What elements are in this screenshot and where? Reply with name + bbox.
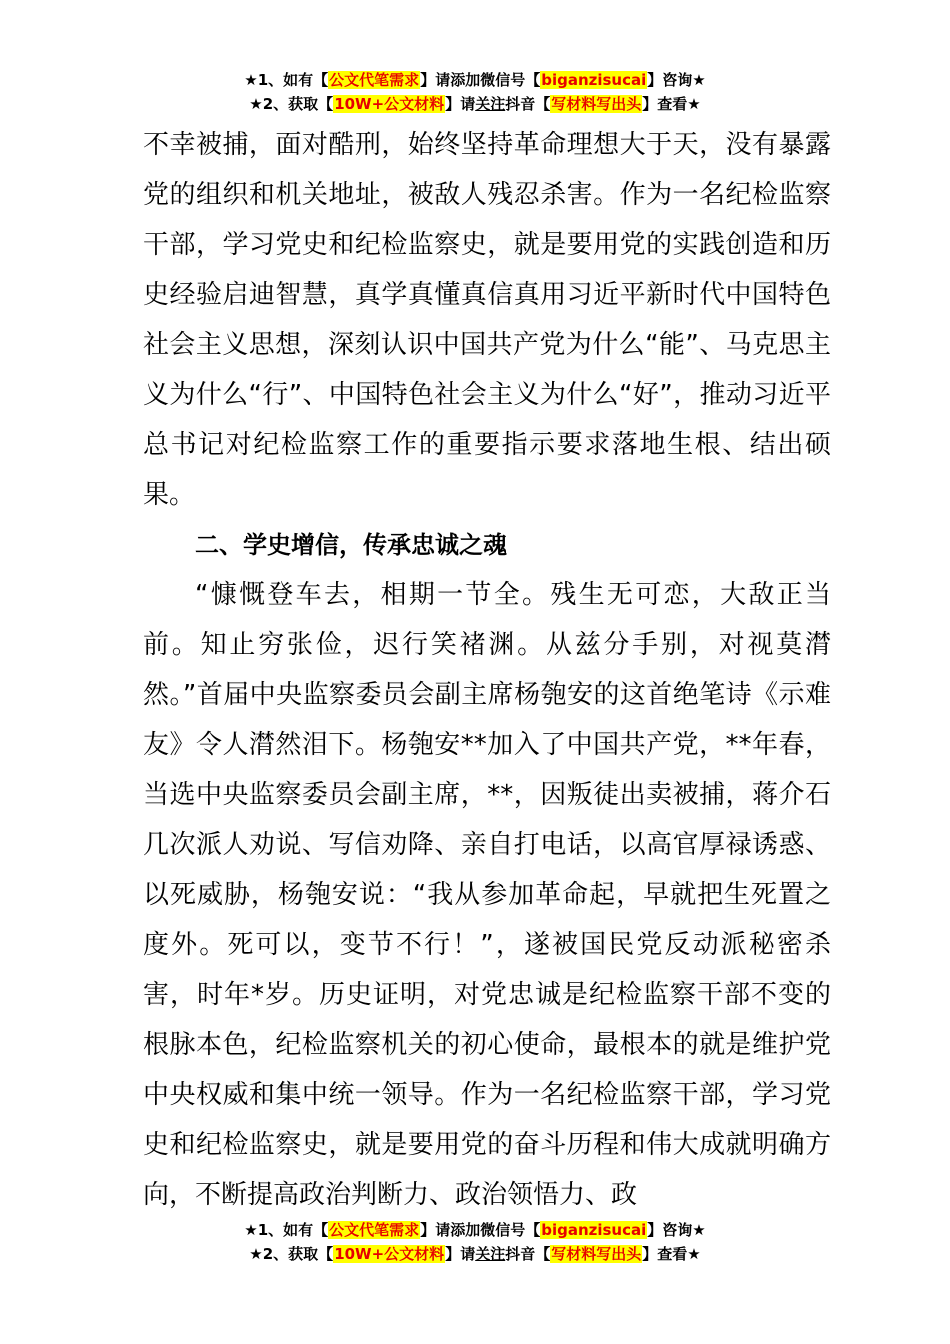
- promo-text: 】查看★: [642, 95, 701, 113]
- document-body: [143, 120, 831, 1220]
- promo-highlight: 写材料写出头: [551, 95, 642, 113]
- promo-text: 抖音【: [505, 95, 551, 113]
- promo-text: 】请: [445, 1245, 476, 1263]
- promo-text: ★2、获取【: [249, 1245, 334, 1263]
- promo-highlight: 公文代笔需求: [329, 71, 420, 89]
- promo-line-1: [0, 1218, 950, 1242]
- promo-text: 抖音【: [505, 1245, 551, 1263]
- wechat-id-highlight: biganzisucai: [541, 71, 647, 89]
- promo-text: 】咨询★: [647, 1221, 706, 1239]
- wechat-id-highlight: biganzisucai: [541, 1221, 647, 1239]
- promo-text: 】查看★: [642, 1245, 701, 1263]
- promo-line-1: [0, 68, 950, 92]
- section-heading: 二、学史增信，传承忠诚之魂: [195, 531, 507, 559]
- promo-line-2: [0, 92, 950, 116]
- promo-underlined-text: 关注: [475, 1245, 506, 1263]
- promo-text: ★2、获取【: [249, 95, 334, 113]
- promo-underlined-text: 关注: [475, 95, 506, 113]
- promo-highlight: 公文代笔需求: [329, 1221, 420, 1239]
- promo-text: 】请: [445, 95, 476, 113]
- promo-text: ★1、如有【: [244, 1221, 329, 1239]
- paragraph: “慷慨登车去，相期一节全。残生无可恋，大敌正当前。知止穷张俭，迟行笑褚渊。从兹分手别，对视莫潸然。”首届中央监察委员会副主席杨匏安的这首绝笔诗《示难友》令人潸然泪下。杨匏安**加入了中国共产党，**年春，当选中央监察委员会副主席，**，因叛徒出卖被捕，蒋介石几次派人劝说、写信劝降、亲自打电话，以高官厚禄诱惑、以死威胁，杨匏安说：“我从参加革命起，早就把生死置之度外。死可以，变节不行！”，遂被国民党反动派秘密杀害，时年*岁。历史证明，对党忠诚是纪检监察干部不变的根脉本色，纪检监察机关的初心使命，最根本的就是维护党中央权威和集中统一领导。作为一名纪检监察干部，学习党史和纪检监察史，就是要用党的奋斗历程和伟大成就明确方向，不断提高政治判断力、政治领悟力、政: [143, 580, 831, 1210]
- promo-text: 】咨询★: [647, 71, 706, 89]
- footer-promo-banner: [0, 1218, 950, 1266]
- promo-highlight: 10W+公文材料: [334, 1245, 445, 1263]
- promo-line-2: [0, 1242, 950, 1266]
- promo-text: 】请添加微信号【: [420, 71, 541, 89]
- header-promo-banner: [0, 68, 950, 116]
- promo-highlight: 10W+公文材料: [334, 95, 445, 113]
- promo-highlight: 写材料写出头: [551, 1245, 642, 1263]
- promo-text: ★1、如有【: [244, 71, 329, 89]
- paragraph: 不幸被捕，面对酷刑，始终坚持革命理想大于天，没有暴露党的组织和机关地址，被敌人残忍杀害。作为一名纪检监察干部，学习党史和纪检监察史，就是要用党的实践创造和历史经验启迪智慧，真学真懂真信真用习近平新时代中国特色社会主义思想，深刻认识中国共产党为什么“能”、马克思主义为什么“行”、中国特色社会主义为什么“好”，推动习近平总书记对纪检监察工作的重要指示要求落地生根、结出硕果。: [143, 130, 831, 510]
- promo-text: 】请添加微信号【: [420, 1221, 541, 1239]
